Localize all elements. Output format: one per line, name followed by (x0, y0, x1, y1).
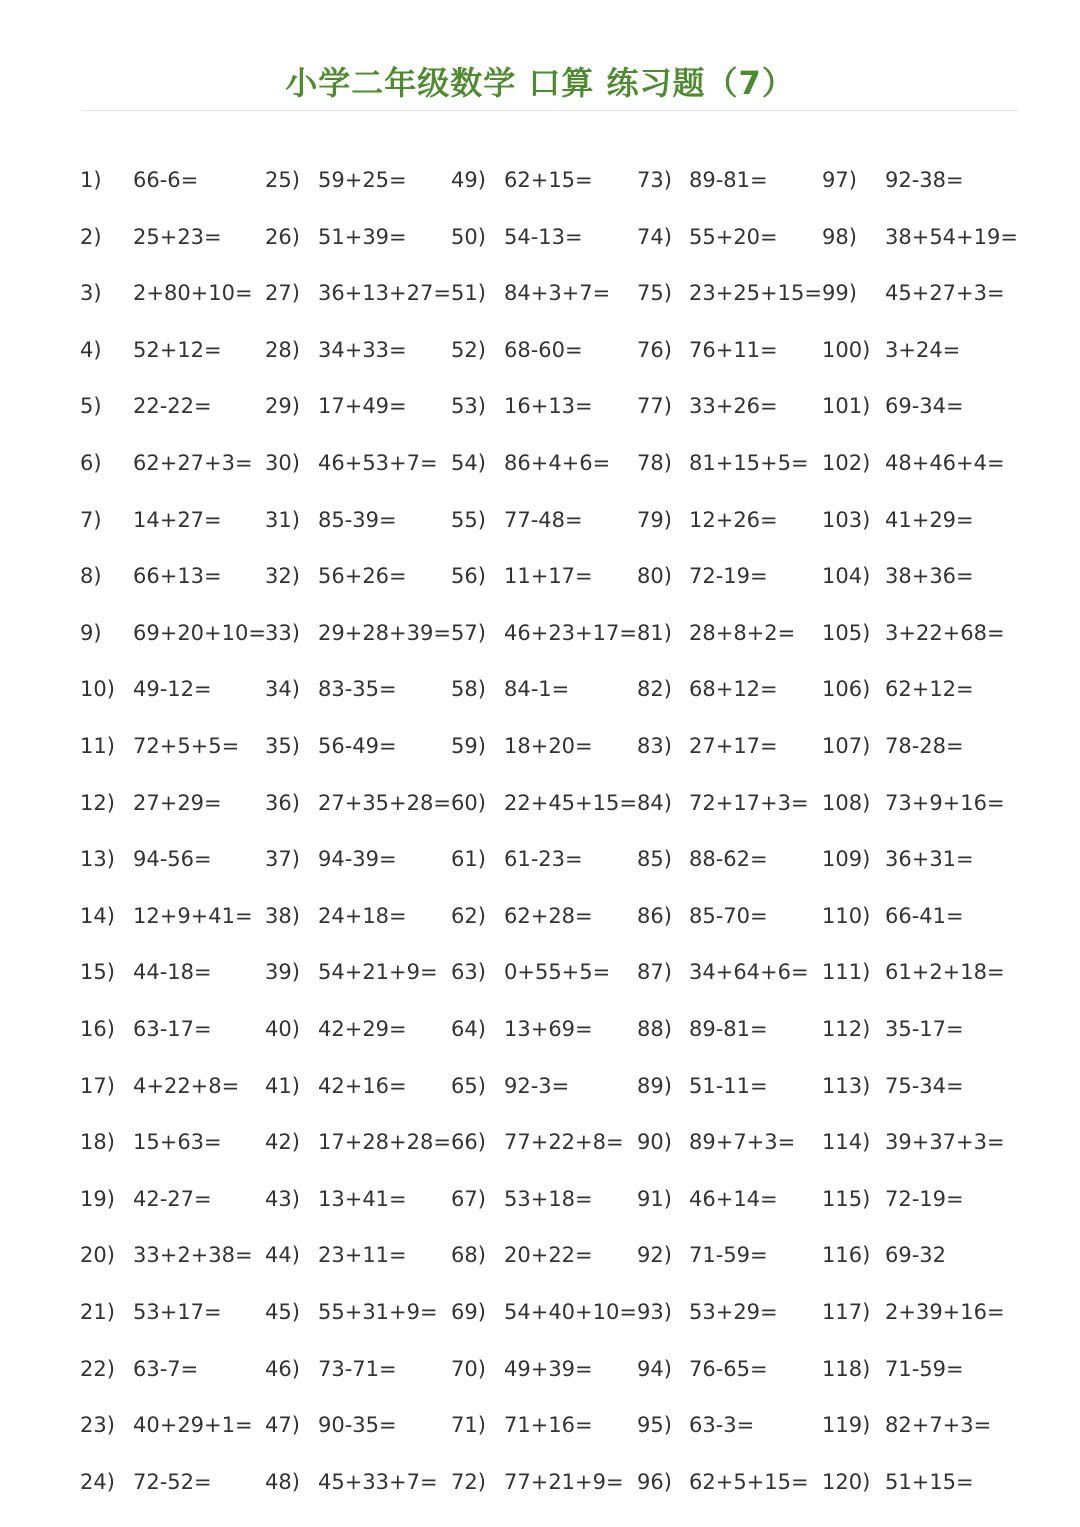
problem-expression: 85-70= (689, 903, 768, 928)
problem-number: 3) (80, 281, 102, 306)
problem-row (0, 722, 1080, 770)
problem-expression: 53+17= (133, 1300, 222, 1324)
problem-expression: 72-52= (133, 1469, 212, 1494)
problem-expression: 69+20+10= (133, 620, 266, 645)
problem-expression: 66+13= (133, 564, 222, 589)
problem-number: 108) (822, 790, 871, 815)
problem-expression: 62+28= (504, 903, 593, 928)
problem-row (0, 1288, 1080, 1336)
problem-number: 53) (451, 394, 486, 419)
problem-number: 4) (80, 337, 102, 362)
problem-number: 38) (265, 903, 300, 928)
problem-expression: 66-6= (133, 168, 199, 192)
problem-number: 100) (822, 337, 871, 362)
problem-number: 28) (265, 337, 300, 362)
problem-expression: 0+55+5= (504, 960, 611, 985)
problem-number: 13) (80, 847, 115, 872)
problem-expression: 54-13= (504, 224, 583, 249)
problem-number: 97) (822, 168, 857, 192)
problem-number: 120) (822, 1469, 871, 1494)
problem-number: 15) (80, 960, 115, 985)
problem-expression: 13+69= (504, 1017, 593, 1041)
problem-number: 67) (451, 1186, 486, 1211)
problem-number: 54) (451, 451, 486, 475)
problem-expression: 73-71= (318, 1356, 397, 1381)
problem-number: 98) (822, 224, 857, 249)
problem-number: 116) (822, 1243, 871, 1268)
problem-number: 32) (265, 564, 300, 589)
problem-expression: 12+26= (689, 507, 778, 532)
problem-number: 6) (80, 451, 102, 475)
problem-row (0, 1175, 1080, 1223)
problem-number: 60) (451, 790, 486, 815)
problem-number: 73) (637, 168, 672, 192)
problem-number: 111) (822, 960, 871, 985)
problem-number: 7) (80, 507, 102, 532)
problem-number: 86) (637, 903, 672, 928)
problem-number: 64) (451, 1017, 486, 1041)
problem-expression: 13+41= (318, 1186, 407, 1211)
problem-expression: 62+27+3= (133, 451, 253, 475)
problem-expression: 17+49= (318, 394, 407, 419)
problem-number: 74) (637, 224, 672, 249)
problem-expression: 62+12= (885, 677, 974, 702)
problem-row (0, 892, 1080, 940)
problem-expression: 27+35+28= (318, 790, 451, 815)
problem-number: 23) (80, 1413, 115, 1438)
problem-expression: 12+9+41= (133, 903, 253, 928)
page-title: 小学二年级数学 口算 练习题（7） (285, 64, 795, 102)
problem-expression: 85-39= (318, 507, 397, 532)
problem-number: 25) (265, 168, 300, 192)
problem-expression: 69-32 (885, 1243, 947, 1268)
problem-number: 41) (265, 1073, 300, 1098)
problem-expression: 72+5+5= (133, 734, 240, 758)
problem-number: 57) (451, 620, 486, 645)
problem-number: 33) (265, 620, 300, 645)
problem-number: 45) (265, 1300, 300, 1324)
problem-expression: 78-28= (885, 734, 964, 758)
problem-expression: 71-59= (885, 1356, 964, 1381)
problem-number: 2) (80, 224, 102, 249)
problem-expression: 38+36= (885, 564, 974, 589)
problem-expression: 24+18= (318, 903, 407, 928)
problem-row (0, 609, 1080, 657)
problem-number: 79) (637, 507, 672, 532)
problem-expression: 17+28+28= (318, 1130, 451, 1155)
problem-expression: 38+54+19= (885, 224, 1018, 249)
problem-number: 14) (80, 903, 115, 928)
problem-number: 47) (265, 1413, 300, 1438)
problem-expression: 83-35= (318, 677, 397, 702)
problem-expression: 28+8+2= (689, 620, 796, 645)
problem-number: 62) (451, 903, 486, 928)
problem-number: 101) (822, 394, 871, 419)
problem-number: 27) (265, 281, 300, 306)
problem-expression: 77+21+9= (504, 1469, 624, 1494)
problem-expression: 4+22+8= (133, 1073, 240, 1098)
problem-number: 87) (637, 960, 672, 985)
problem-expression: 39+37+3= (885, 1130, 1005, 1155)
problem-number: 68) (451, 1243, 486, 1268)
problem-expression: 94-39= (318, 847, 397, 872)
problem-number: 70) (451, 1356, 486, 1381)
problem-expression: 29+28+39= (318, 620, 451, 645)
problem-expression: 86+4+6= (504, 451, 611, 475)
problem-number: 71) (451, 1413, 486, 1438)
problem-row (0, 552, 1080, 600)
problem-number: 118) (822, 1356, 871, 1381)
problem-expression: 84-1= (504, 677, 570, 702)
problem-expression: 46+53+7= (318, 451, 438, 475)
problem-expression: 48+46+4= (885, 451, 1005, 475)
problem-expression: 71-59= (689, 1243, 768, 1268)
problem-number: 50) (451, 224, 486, 249)
problem-number: 89) (637, 1073, 672, 1098)
problem-row (0, 665, 1080, 713)
title-divider (82, 110, 1018, 111)
problem-expression: 27+29= (133, 790, 222, 815)
problem-expression: 42+16= (318, 1073, 407, 1098)
problem-number: 37) (265, 847, 300, 872)
problem-number: 102) (822, 451, 871, 475)
problem-row (0, 1345, 1080, 1393)
problem-expression: 45+27+3= (885, 281, 1005, 306)
problem-expression: 51+15= (885, 1469, 974, 1494)
problem-row (0, 439, 1080, 487)
problem-number: 58) (451, 677, 486, 702)
problem-number: 106) (822, 677, 871, 702)
problem-expression: 18+20= (504, 734, 593, 758)
problem-expression: 14+27= (133, 507, 222, 532)
problem-expression: 23+11= (318, 1243, 407, 1268)
problem-expression: 77+22+8= (504, 1130, 624, 1155)
problem-expression: 94-56= (133, 847, 212, 872)
problem-expression: 89-81= (689, 1017, 768, 1041)
problem-number: 75) (637, 281, 672, 306)
problem-expression: 76+11= (689, 337, 778, 362)
problem-number: 109) (822, 847, 871, 872)
problem-row (0, 1005, 1080, 1053)
problem-number: 65) (451, 1073, 486, 1098)
problem-number: 77) (637, 394, 672, 419)
problem-expression: 73+9+16= (885, 790, 1005, 815)
problem-row (0, 835, 1080, 883)
problem-number: 18) (80, 1130, 115, 1155)
problem-expression: 63-3= (689, 1413, 755, 1438)
problem-expression: 68+12= (689, 677, 778, 702)
problem-expression: 42-27= (133, 1186, 212, 1211)
problem-expression: 75-34= (885, 1073, 964, 1098)
problem-expression: 44-18= (133, 960, 212, 985)
problem-expression: 61-23= (504, 847, 583, 872)
problem-number: 42) (265, 1130, 300, 1155)
problem-number: 30) (265, 451, 300, 475)
problem-row (0, 948, 1080, 996)
problem-row (0, 269, 1080, 317)
problem-number: 36) (265, 790, 300, 815)
problem-number: 20) (80, 1243, 115, 1268)
problem-number: 90) (637, 1130, 672, 1155)
problem-expression: 40+29+1= (133, 1413, 253, 1438)
problem-number: 51) (451, 281, 486, 306)
problem-expression: 68-60= (504, 337, 583, 362)
problem-number: 29) (265, 394, 300, 419)
problem-number: 49) (451, 168, 486, 192)
problem-expression: 45+33+7= (318, 1469, 438, 1494)
problem-row (0, 213, 1080, 261)
problem-expression: 92-38= (885, 168, 964, 192)
problem-number: 34) (265, 677, 300, 702)
problem-expression: 54+40+10= (504, 1300, 637, 1324)
problem-number: 63) (451, 960, 486, 985)
problem-row (0, 1458, 1080, 1506)
problem-number: 80) (637, 564, 672, 589)
problem-expression: 88-62= (689, 847, 768, 872)
problem-number: 103) (822, 507, 871, 532)
problem-number: 11) (80, 734, 115, 758)
problem-expression: 15+63= (133, 1130, 222, 1155)
problem-expression: 72+17+3= (689, 790, 809, 815)
problem-number: 104) (822, 564, 871, 589)
problem-expression: 51-11= (689, 1073, 768, 1098)
problem-number: 112) (822, 1017, 871, 1041)
problem-row (0, 496, 1080, 544)
problem-expression: 82+7+3= (885, 1413, 992, 1438)
problem-number: 61) (451, 847, 486, 872)
problem-number: 59) (451, 734, 486, 758)
problem-number: 46) (265, 1356, 300, 1381)
problem-number: 114) (822, 1130, 871, 1155)
problem-row (0, 779, 1080, 827)
problem-number: 12) (80, 790, 115, 815)
problem-expression: 22-22= (133, 394, 212, 419)
problem-expression: 33+2+38= (133, 1243, 253, 1268)
problem-number: 72) (451, 1469, 486, 1494)
problem-expression: 89+7+3= (689, 1130, 796, 1155)
problem-expression: 46+23+17= (504, 620, 637, 645)
problem-expression: 71+16= (504, 1413, 593, 1438)
problem-number: 35) (265, 734, 300, 758)
problem-expression: 84+3+7= (504, 281, 611, 306)
problem-number: 92) (637, 1243, 672, 1268)
problem-row (0, 156, 1080, 204)
problem-expression: 89-81= (689, 168, 768, 192)
problem-number: 105) (822, 620, 871, 645)
problem-number: 99) (822, 281, 857, 306)
problem-expression: 27+17= (689, 734, 778, 758)
problem-expression: 2+39+16= (885, 1300, 1005, 1324)
problem-number: 31) (265, 507, 300, 532)
problem-expression: 90-35= (318, 1413, 397, 1438)
problem-number: 84) (637, 790, 672, 815)
problem-expression: 33+26= (689, 394, 778, 419)
problem-expression: 22+45+15= (504, 790, 637, 815)
problem-number: 16) (80, 1017, 115, 1041)
problem-expression: 20+22= (504, 1243, 593, 1268)
problem-number: 10) (80, 677, 115, 702)
problem-number: 115) (822, 1186, 871, 1211)
problem-expression: 34+64+6= (689, 960, 809, 985)
problem-number: 22) (80, 1356, 115, 1381)
problem-expression: 52+12= (133, 337, 222, 362)
problem-number: 44) (265, 1243, 300, 1268)
problem-expression: 53+18= (504, 1186, 593, 1211)
problem-number: 55) (451, 507, 486, 532)
problem-number: 26) (265, 224, 300, 249)
problem-number: 91) (637, 1186, 672, 1211)
problem-expression: 69-34= (885, 394, 964, 419)
problem-number: 81) (637, 620, 672, 645)
problem-expression: 41+29= (885, 507, 974, 532)
problem-expression: 55+31+9= (318, 1300, 438, 1324)
problem-expression: 81+15+5= (689, 451, 809, 475)
problem-number: 1) (80, 168, 102, 192)
problem-number: 93) (637, 1300, 672, 1324)
problem-row (0, 382, 1080, 430)
problem-expression: 72-19= (689, 564, 768, 589)
problem-number: 69) (451, 1300, 486, 1324)
problem-expression: 72-19= (885, 1186, 964, 1211)
problem-expression: 63-7= (133, 1356, 199, 1381)
problem-expression: 59+25= (318, 168, 407, 192)
problem-number: 43) (265, 1186, 300, 1211)
problem-number: 24) (80, 1469, 115, 1494)
problem-row (0, 1401, 1080, 1449)
problem-expression: 56-49= (318, 734, 397, 758)
problem-expression: 3+24= (885, 337, 961, 362)
problem-row (0, 326, 1080, 374)
problem-number: 40) (265, 1017, 300, 1041)
problem-expression: 76-65= (689, 1356, 768, 1381)
problem-number: 82) (637, 677, 672, 702)
problem-expression: 77-48= (504, 507, 583, 532)
problem-number: 85) (637, 847, 672, 872)
problem-expression: 23+25+15= (689, 281, 822, 306)
problem-expression: 66-41= (885, 903, 964, 928)
problem-expression: 51+39= (318, 224, 407, 249)
problem-expression: 62+15= (504, 168, 593, 192)
problem-number: 83) (637, 734, 672, 758)
problem-number: 21) (80, 1300, 115, 1324)
problem-number: 107) (822, 734, 871, 758)
problem-number: 56) (451, 564, 486, 589)
problem-number: 19) (80, 1186, 115, 1211)
problem-number: 39) (265, 960, 300, 985)
problem-number: 78) (637, 451, 672, 475)
problem-row (0, 1231, 1080, 1279)
problem-number: 96) (637, 1469, 672, 1494)
problem-number: 17) (80, 1073, 115, 1098)
problem-row (0, 1118, 1080, 1166)
problem-expression: 11+17= (504, 564, 593, 589)
problem-expression: 16+13= (504, 394, 593, 419)
problem-number: 110) (822, 903, 871, 928)
problem-expression: 3+22+68= (885, 620, 1005, 645)
problem-expression: 36+31= (885, 847, 974, 872)
problem-number: 76) (637, 337, 672, 362)
problem-expression: 56+26= (318, 564, 407, 589)
problem-number: 113) (822, 1073, 871, 1098)
problem-number: 95) (637, 1413, 672, 1438)
problem-expression: 42+29= (318, 1017, 407, 1041)
problem-expression: 25+23= (133, 224, 222, 249)
problem-number: 9) (80, 620, 102, 645)
problem-number: 8) (80, 564, 102, 589)
problem-row (0, 1062, 1080, 1110)
problem-expression: 34+33= (318, 337, 407, 362)
problem-expression: 92-3= (504, 1073, 570, 1098)
problem-expression: 49-12= (133, 677, 212, 702)
problem-expression: 55+20= (689, 224, 778, 249)
problem-expression: 63-17= (133, 1017, 212, 1041)
problem-expression: 49+39= (504, 1356, 593, 1381)
problem-number: 119) (822, 1413, 871, 1438)
problem-number: 48) (265, 1469, 300, 1494)
problem-number: 117) (822, 1300, 871, 1324)
problem-expression: 36+13+27= (318, 281, 451, 306)
problem-number: 88) (637, 1017, 672, 1041)
problem-expression: 46+14= (689, 1186, 778, 1211)
problem-number: 52) (451, 337, 486, 362)
problem-number: 94) (637, 1356, 672, 1381)
problem-number: 5) (80, 394, 102, 419)
problem-expression: 62+5+15= (689, 1469, 809, 1494)
problem-expression: 53+29= (689, 1300, 778, 1324)
problem-expression: 2+80+10= (133, 281, 253, 306)
problem-expression: 35-17= (885, 1017, 964, 1041)
problem-number: 66) (451, 1130, 486, 1155)
problem-expression: 61+2+18= (885, 960, 1005, 985)
problem-expression: 54+21+9= (318, 960, 438, 985)
